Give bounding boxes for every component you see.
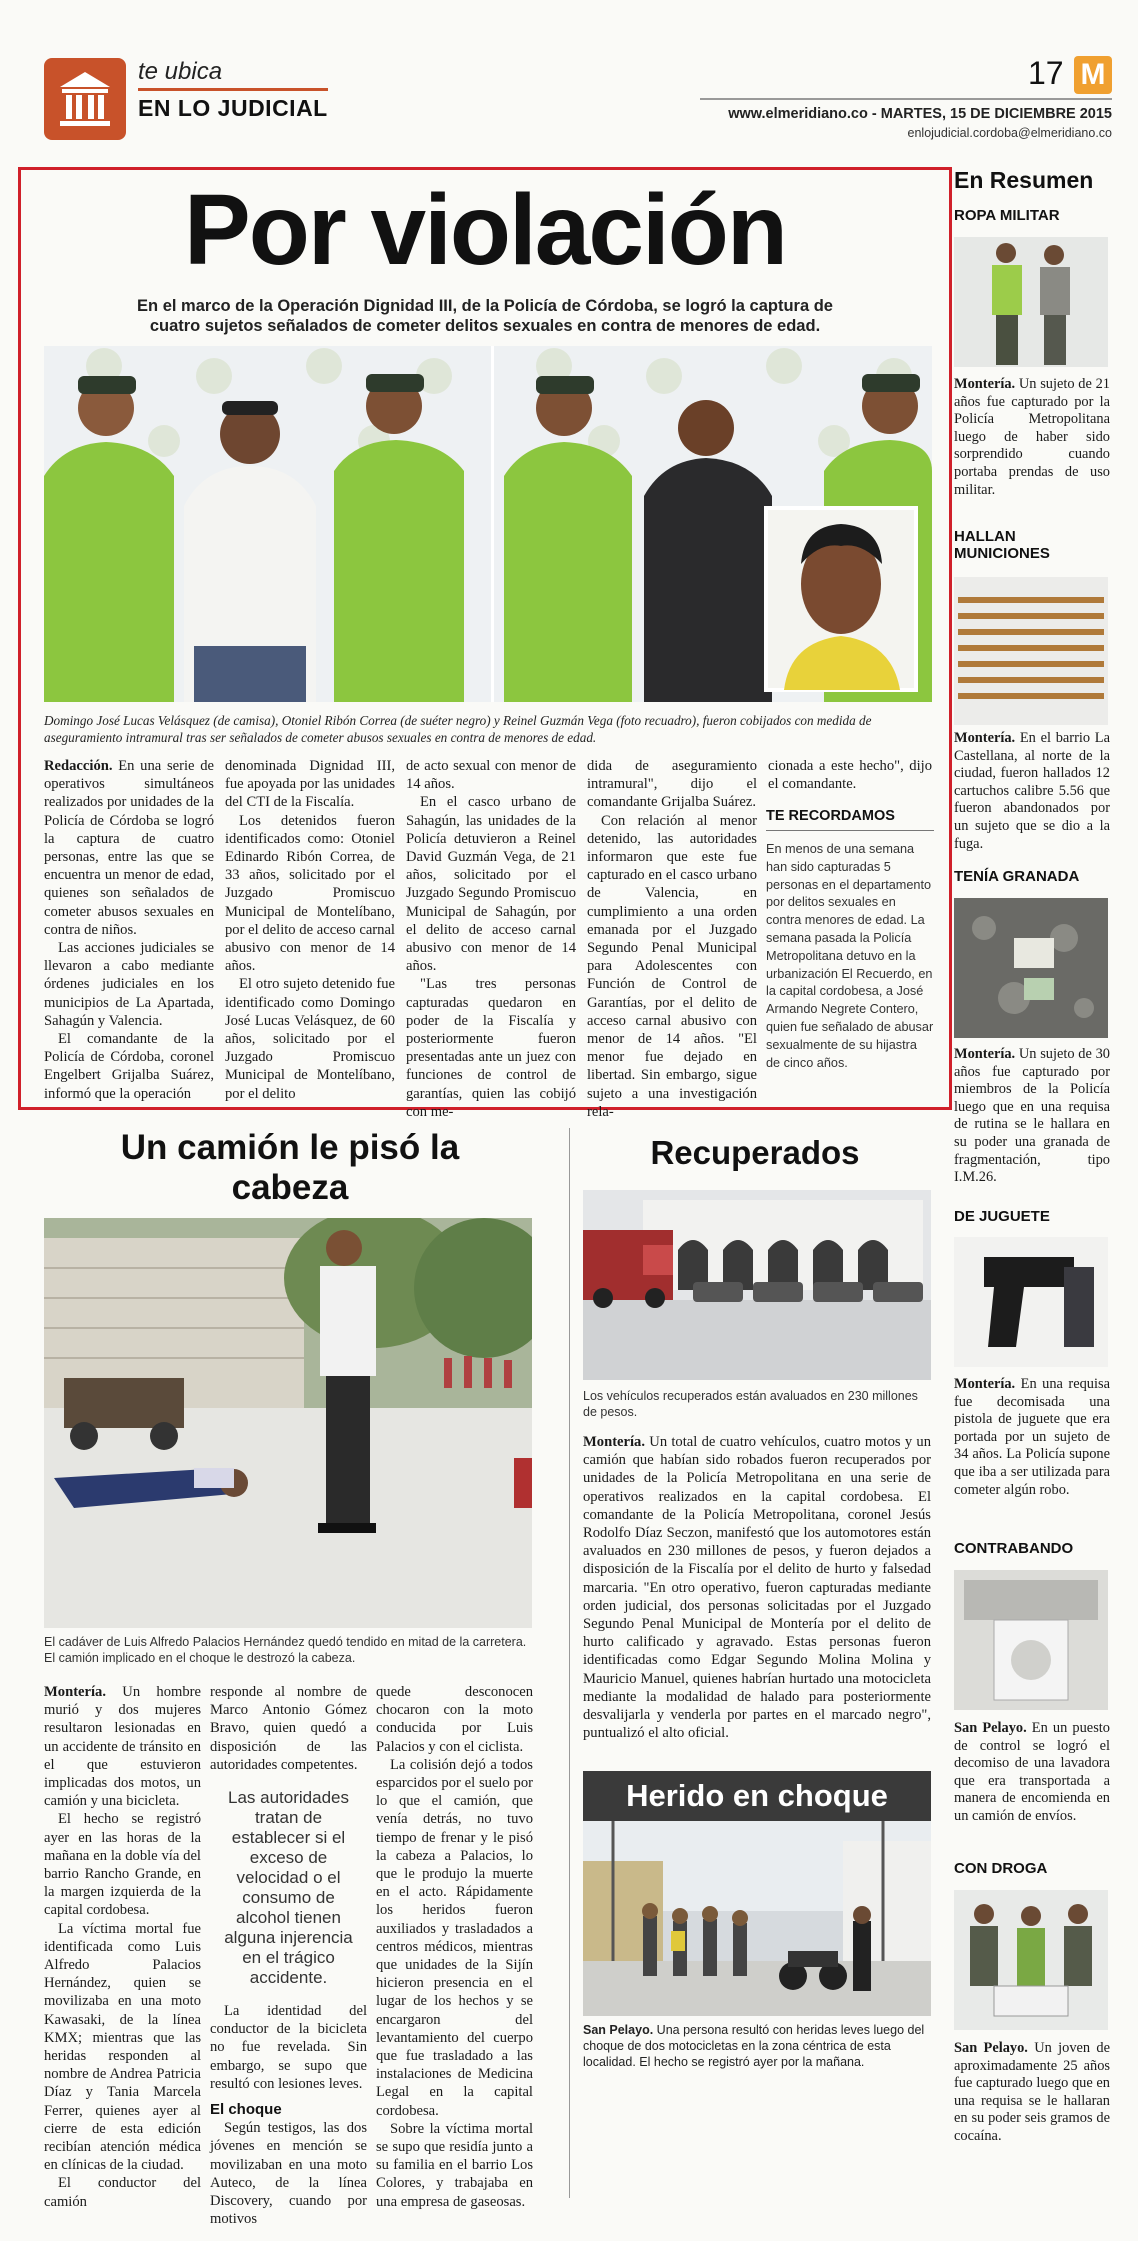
resumen-title: En Resumen [954,167,1094,193]
recordamos-box [766,808,934,1072]
resumen-item-head: CONTRABANDO [954,1540,1074,1557]
camion-pull-quote: Las autoridades tratan de establecer si el exceso de velocidad o el consumo de alcohol tienen alguna injerencia en el trágico accidente. [224,1788,353,1988]
herido-banner: Herido en choque [626,1778,888,1813]
main-deck: En el marco de la Operación Dignidad III, de la Policía de Córdoba, se logró la captura de cuatro sujetos señalados de cometer delitos sexuales en contra de menores de edad. [137,297,833,335]
recuperados-caption: Los vehículos recuperados están avaluados en 230 millones de pesos. [583,1389,918,1419]
section-logo [44,58,126,140]
camion-col1-p4: El conductor del camión [44,2175,201,2210]
main-col4-p1: dida de aseguramiento intramural", dijo el comandante Grijalba Suárez. [587,758,757,811]
main-photo [44,346,932,702]
section-email: enlojudicial.cordoba@elmeridiano.co [907,126,1112,140]
resumen-item-lead: Montería. [954,1376,1016,1392]
resumen-item-body [954,1720,1110,1826]
resumen-item-text: En el barrio La Castellana, al norte de la ciudad, fueron hallados 12 cartuchos calibre 5.56 que fueron abandonados por un sujeto que se dio a la fuga. [954,730,1110,852]
camion-col-1 [44,1683,201,2211]
resumen-item-body [954,1046,1110,1187]
recuperados-text: Un total de cuatro vehículos, cuatro motos y un camión que habían sido robados fueron recuperados por unidades de la Policía Metropolitana en una serie de operativos realizados en la capital cordobesa. El comandante de la Policía Metropolitana, coronel Jesús Rodolfo Díaz Seczon, manifestó que los automotores están avaluados en 230 millones de pesos, y fueron dejados a disposición de la Fiscalía por el delito de hurto y falsedad marcaria. "En otro operativo, fueron capturadas mediante orden judicial, dos personas solicitadas por el Juzgado Segundo Penal Municipal de Montería por el delito de hurto calificado y agravado. Estas personas fueron identificadas como Edgar Segundo Molina Molina y Mauricio Manuel, quienes habrían hurtado una motocicleta mediante la modalidad de halado para posteriormente desvalijarla y venderla por partes en el marcado negro", puntualizó el alto oficial. [583,1434,931,1742]
resumen-item-head: HALLAN MUNICIONES [954,528,1050,562]
resumen-item-text: Un sujeto de 30 años fue capturado por miembros de la Policía luego que en una requisa de rutina se le hallara en su poder una granada de fragmentación, tipo I.M.26. [954,1046,1110,1186]
camion-col-3 [376,1683,533,2211]
resumen-item-head: DE JUGUETE [954,1208,1050,1225]
brand-logo: M [1074,56,1112,94]
main-col-4 [587,757,757,1121]
camion-col3-p1: quede desconocen chocaron con la moto conducida por Luis Palacios y con el ciclista. [376,1684,533,1755]
camion-col2-p2: La identidad del conductor de la bicicleta no fue revelada. Sin embargo, se supo que resultó con lesiones leves. [210,2003,367,2092]
section-small-label: te ubica [138,58,223,85]
resumen-item-lead: San Pelayo. [954,1720,1027,1736]
resumen-item-lead: Montería. [954,1046,1016,1062]
camion-col2-p3: Según testigos, las dos jóvenes en mención se movilizaban en una moto Auteco, de la línea Discovery, cuando por motivos [210,2120,367,2228]
resumen-item-lead: Montería. [954,730,1016,746]
page-number: 17 [1028,55,1064,91]
resumen-item-photo [954,577,1108,725]
header-rule [700,98,1112,100]
recuperados-headline: Recuperados [650,1134,860,1171]
resumen-item-body [954,376,1110,499]
herido-caption-text: Una persona resultó con heridas leves luego del choque de dos motocicletas en la zona céntrica de esta localidad. El hecho se registró ayer por la mañana. [583,2023,925,2069]
camion-col3-p2: La colisión dejó a todos esparcidos por el suelo por lo que el camión, que venía detrás, no tuvo tiempo de frenar y le pisó la cabeza a Palacios, lo que le produjo la muerte en el acto. Rápidamente los heridos fueron auxiliados y trasladados a centros médicos, mientras que unidades de la Sijín hicieron presencia en el lugar de los hechos y se encargaron del levantamiento del cuerpo que fue trasladado a las instalaciones de Medicina Legal en la capital cordobesa. [376,1756,533,2119]
camion-photo [44,1218,532,1628]
resumen-item-photo [954,1570,1108,1710]
courthouse-icon [44,58,126,140]
resumen-item-head: TENÍA GRANADA [954,868,1080,885]
main-col5-p1: cionada a este hecho", dijo el comandante. [768,758,932,793]
camion-col3-p3: Sobre la víctima mortal se supo que residía junto a su familia en el barrio Los Colores, y trabajaba en una empresa de gaseosas. [376,2120,533,2210]
camion-col2-p1: responde al nombre de Marco Antonio Gómez Bravo, quien quedó a disposición de las autoridades competentes. [210,1684,367,1773]
resumen-item-text: En un puesto de control se logró el decomiso de una lavadora que era transportada a manera de encomienda en un camión de envíos. [954,1720,1110,1824]
camion-caption: El cadáver de Luis Alfredo Palacios Hernández quedó tendido en mitad de la carretera. El camión implicado en el choque le destrozó la cabeza. [44,1635,527,1665]
column-divider [569,1128,570,2198]
dateline: www.elmeridiano.co - MARTES, 15 DE DICIEMBRE 2015 [728,106,1112,122]
camion-subhead: El choque [210,2101,282,2119]
main-col-1 [44,757,214,1103]
camion-col1-p1: Un hombre murió y dos mujeres resultaron lesionadas en un accidente de tránsito en el que estuvieron implicadas dos motos, un camión y una bicicleta. [44,1684,201,1810]
recordamos-title: TE RECORDAMOS [766,808,934,831]
main-col3-p3: "Las tres personas capturadas quedaron en poder de la Fiscalía y posteriormente fueron presentadas ante un juez con funciones de control de garantías, quien las cobijó con me- [406,976,576,1120]
resumen-item-body [954,2040,1110,2146]
main-col1-p3: El comandante de la Policía de Córdoba, coronel Engelbert Grijalba Suárez, informó que la operación [44,1031,214,1102]
resumen-item-text: Un joven de aproximadamente 25 años fue capturado luego que en una requisa se le hallaran en su poder seis gramos de cocaína. [954,2040,1110,2144]
herido-photo [583,1821,931,2016]
main-col-3 [406,757,576,1121]
resumen-item-photo [954,237,1108,367]
recuperados-lead: Montería. [583,1434,646,1450]
resumen-item-photo [954,1237,1108,1367]
resumen-item-text: Un sujeto de 21 años fue capturado por la Policía Metropolitana luego de haber sido sorprendido cuando portaba prendas de uso militar. [954,376,1110,498]
resumen-item-photo [954,898,1108,1038]
resumen-item-body [954,1376,1110,1499]
herido-lead: San Pelayo. [583,2023,654,2037]
camion-col-2 [210,1683,367,2228]
main-photo-caption: Domingo José Lucas Velásquez (de camisa), Otoniel Ribón Correa (de suéter negro) y Reinel Guzmán Vega (foto recuadro), fueron cobijados con medida de aseguramiento intramural tras ser señalados de cometer abusos sexuales en contra de menores de edad. [44,713,872,745]
main-col-5 [768,757,932,793]
resumen-item-lead: San Pelayo. [954,2040,1028,2056]
camion-col1-p2: El hecho se registró ayer en las horas de la mañana en la doble vía del barrio Rancho Grande, en la margen izquierda de la capital cordobesa. [44,1811,201,1919]
camion-lead: Montería. [44,1684,107,1700]
recordamos-text: En menos de una semana han sido capturadas 5 personas en el departamento por delitos sexuales en contra menores de edad. La semana pasada la Policía Metropolitana detuvo en la urbanización El Recuerdo, en la capital cordobesa, a José Armando Negrete Contero, quien fue señalado de abusar sexualmente de su hijastra de cinco años. [766,842,934,1070]
main-col4-p2: Con relación al menor detenido, las autoridades informaron que este fue capturado en el casco urbano de Valencia, en cumplimiento a una orden emanada por el Juzgado Segundo Penal Municipal para Adolescentes con Función de Control de Garantías, por el delito de acceso carnal abusivo con menor de 14 años. "El menor fue dejado en libertad. Sin embargo, sigue sujeto a una investigación rela- [587,812,757,1120]
main-col2-p3: El otro sujeto detenido fue identificado como Domingo José Lucas Velásquez, de 60 años, solicitado por el Juzgado Promiscuo Municipal de Montelíbano, por el delito [225,976,395,1102]
resumen-item-lead: Montería. [954,376,1016,392]
resumen-item-text: En una requisa fue decomisada una pistola de juguete que era portada por un sujeto de 34 años. La Policía supone que iba a ser utilizada para cometer algún robo. [954,1376,1110,1498]
camion-headline: Un camión le pisó la cabeza [120,1128,460,1207]
main-col3-p2: En el casco urbano de Sahagún, las unidades de la Policía detuvieron a Reinel David Guzmán Vega, de 21 años, solicitado por el Juzgado Segundo Promiscuo Municipal de Sahagún, por el delito de acceso carnal abusivo con menor de 14 años. [406,794,576,975]
recuperados-photo [583,1190,931,1380]
main-col2-p2: Los detenidos fueron identificados como: Otoniel Edinardo Ribón Correa, de 33 años, solicitado por el Juzgado Promiscuo Municipal de Montelíbano, por el delito de acceso carnal abusivo con menor de 14 años. [225,812,395,975]
resumen-item-body [954,730,1110,853]
herido-caption [583,2022,931,2070]
section-title: EN LO JUDICIAL [138,95,328,121]
main-headline: Por violación [184,174,786,286]
resumen-item-head: CON DROGA [954,1860,1048,1877]
main-col1-p2: Las acciones judiciales se llevaron a cabo mediante órdenes judiciales en los municipios de La Apartada, Sahagún y Valencia. [44,940,214,1029]
recuperados-body [583,1433,931,1742]
camion-col1-p3: La víctima mortal fue identificada como Luis Alfredo Palacios Hernández, quien se movilizaba en una moto Kawasaki, de la línea KMX; mientras que las heridas responden al nombre de Andrea Patricia Díaz y Tania Marcela Ferrer, quienes ayer al cierre de esta edición recibían atención médica en clínicas de la ciudad. [44,1920,201,2174]
main-col1-p1: En una serie de operativos simultáneos realizados por unidades de la Policía de Córdoba se logró la captura de cuatro personas, entre las que se encuentra un menor de edad, quienes son señalados de cometer abusos sexuales en contra de niños. [44,758,214,938]
resumen-item-photo [954,1890,1108,2030]
section-underline [138,88,328,91]
main-lead: Redacción. [44,758,113,774]
main-col2-p1: denominada Dignidad III, fue apoyada por las unidades del CTI de la Fiscalía. [225,758,395,811]
resumen-item-head: ROPA MILITAR [954,207,1060,224]
main-col3-p1: de acto sexual con menor de 14 años. [406,758,576,793]
main-col-2 [225,757,395,1103]
